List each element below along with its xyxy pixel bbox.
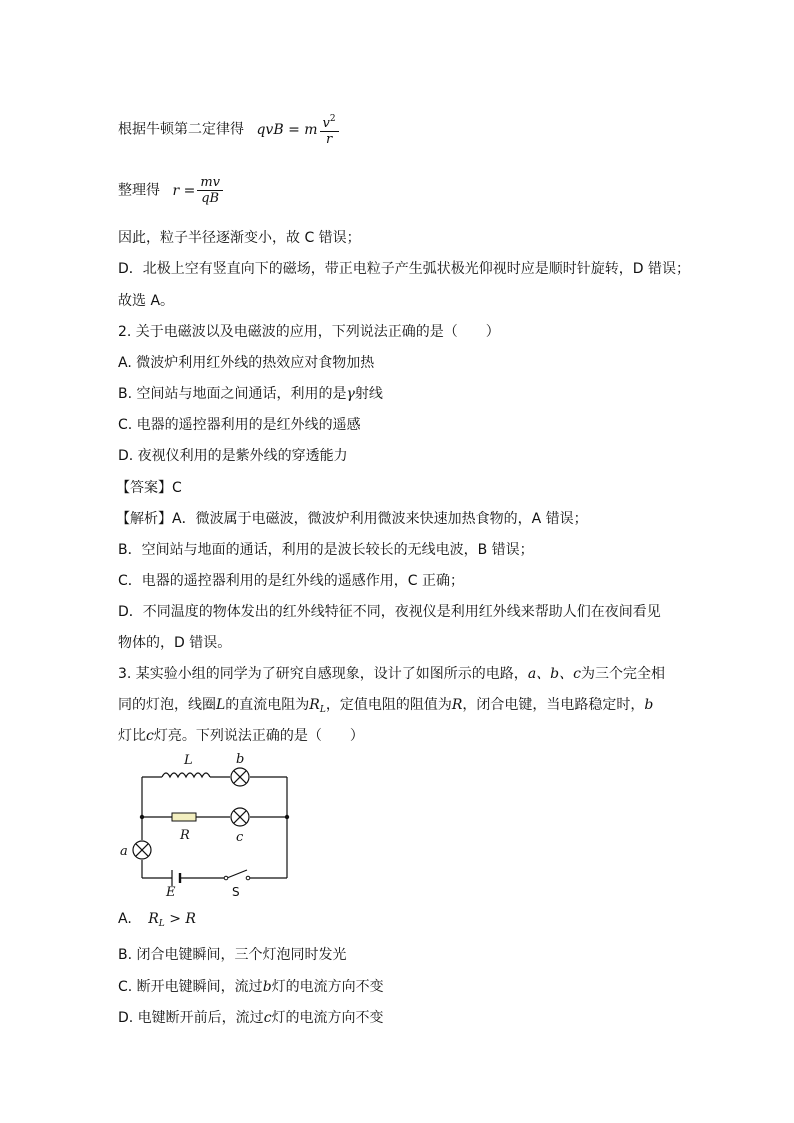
q2-option-d: D. 夜视仪利用的是紫外线的穿透能力 — [118, 448, 348, 464]
q3-bulb-vars: a、b、c — [527, 666, 581, 682]
newton-law-text: 根据牛顿第二定律得 — [118, 121, 244, 138]
q2-option-b-suffix: 射线 — [354, 386, 383, 402]
q2-analysis-d-line2: 物体的，D 错误。 — [118, 635, 232, 651]
coil-var: L — [216, 697, 226, 713]
switch-contact-left — [224, 876, 228, 880]
select-a-line: 故选 A。 — [118, 293, 175, 309]
switch-contact-right — [246, 876, 250, 880]
q3-stem-text2-end: ，闭合电键，当电路稳定时， — [462, 697, 645, 713]
q2-option-b — [118, 385, 383, 403]
simplify-fraction — [197, 175, 223, 206]
resistor-var: R — [451, 697, 463, 713]
q3-stem-text2-mid2: ，定值电阻的阻值为 — [325, 697, 452, 713]
q3-stem-text3-end: 灯亮。下列说法正确的是（ ） — [153, 728, 364, 744]
q2-option-a: A. 微波炉利用红外线的热效应对食物加热 — [118, 355, 375, 371]
q3-option-a — [118, 910, 196, 933]
q3-stem-text1: 3. 某实验小组的同学为了研究自感现象，设计了如图所示的电路， — [118, 666, 528, 682]
q3-stem-text2-mid: 的直流电阻为 — [225, 697, 310, 713]
label-L: L — [184, 753, 193, 768]
q3-stem-line3 — [118, 727, 364, 745]
q3-option-b: B. 闭合电键瞬间，三个灯泡同时发光 — [118, 947, 347, 963]
q3-option-d-suffix: 灯的电流方向不变 — [271, 1010, 384, 1026]
bulb-b — [231, 768, 249, 786]
q3-stem-text1-end: 为三个完全相 — [580, 666, 665, 682]
newton-fraction — [320, 112, 339, 147]
q3-stem-line1 — [118, 665, 665, 683]
gamma-symbol: γ — [346, 386, 355, 402]
q2-analysis-c: C．电器的遥控器利用的是红外线的遥感作用，C 正确； — [118, 573, 464, 589]
q3-option-c-bulb: b — [262, 979, 272, 995]
newton-exponent: 2 — [329, 114, 336, 124]
q2-answer: 【答案】C — [116, 480, 182, 496]
newton-denominator: r — [325, 132, 333, 147]
q2-analysis-b: B．空间站与地面的通话，利用的是波长较长的无线电波，B 错误； — [118, 542, 534, 558]
q3-option-a-subscript: L — [158, 919, 165, 929]
label-R: R — [180, 828, 190, 843]
q3-option-c-suffix: 灯的电流方向不变 — [271, 979, 384, 995]
inductor-coil — [162, 773, 210, 777]
bulb-b-var: b — [644, 697, 654, 713]
simplify-text: 整理得 — [118, 182, 160, 199]
q3-option-a-letter: A. — [118, 911, 132, 927]
label-b: b — [236, 752, 245, 767]
q2-stem: 2. 关于电磁波以及电磁波的应用，下列说法正确的是（ ） — [118, 324, 500, 340]
junction-left — [140, 815, 144, 819]
coil-resistance-subscript: L — [319, 705, 326, 715]
q2-option-c: C. 电器的遥控器利用的是红外线的遥感 — [118, 417, 361, 433]
newton-equation-lhs: qvB = m — [256, 121, 318, 138]
simplify-equation-lhs: r = — [172, 182, 196, 199]
bulb-c-var: c — [146, 728, 154, 744]
q3-option-d-bulb: c — [263, 1010, 272, 1026]
therefore-line: 因此，粒子半径逐渐变小，故 C 错误； — [118, 230, 361, 246]
simplify-line — [118, 175, 225, 206]
simplify-denominator: qB — [201, 191, 220, 206]
label-a: a — [120, 844, 128, 859]
option-d-explanation: D．北极上空有竖直向下的磁场，带正电粒子产生弧状极光仰视时应是顺时针旋转，D 错误； — [118, 261, 691, 277]
bulb-c — [231, 808, 249, 826]
q3-option-c-text: C. 断开电键瞬间，流过 — [118, 979, 263, 995]
q3-option-c — [118, 978, 384, 996]
junction-right — [285, 815, 289, 819]
newton-numerator: v — [322, 116, 330, 131]
q2-analysis-d-line1: D．不同温度的物体发出的红外线特征不同，夜视仪是利用红外线来帮助人们在夜间看见 — [118, 604, 661, 620]
circuit-diagram — [114, 750, 304, 900]
q3-stem-text3: 灯比 — [118, 728, 146, 744]
label-c: c — [236, 830, 244, 845]
q3-stem-text2: 同的灯泡，线圈 — [118, 697, 216, 713]
q3-option-d — [118, 1009, 384, 1027]
label-S: S — [232, 885, 240, 899]
bulb-a — [133, 841, 151, 859]
switch-blade — [227, 870, 247, 878]
q3-option-d-text: D. 电键断开前后，流过 — [118, 1010, 264, 1026]
resistor — [172, 813, 196, 821]
q2-option-b-text: B. 空间站与地面之间通话，利用的是 — [118, 386, 347, 402]
q2-analysis-a: 【解析】A．微波属于电磁波，微波炉利用微波来快速加热食物的，A 错误； — [116, 511, 588, 527]
coil-resistance-var: R — [309, 697, 320, 713]
q3-option-a-relation: > R — [164, 911, 196, 927]
q3-stem-line2 — [118, 696, 653, 719]
simplify-numerator: mv — [197, 175, 223, 191]
q3-option-a-R: R — [148, 911, 159, 927]
newton-law-line — [118, 112, 341, 147]
label-E: E — [166, 885, 176, 900]
